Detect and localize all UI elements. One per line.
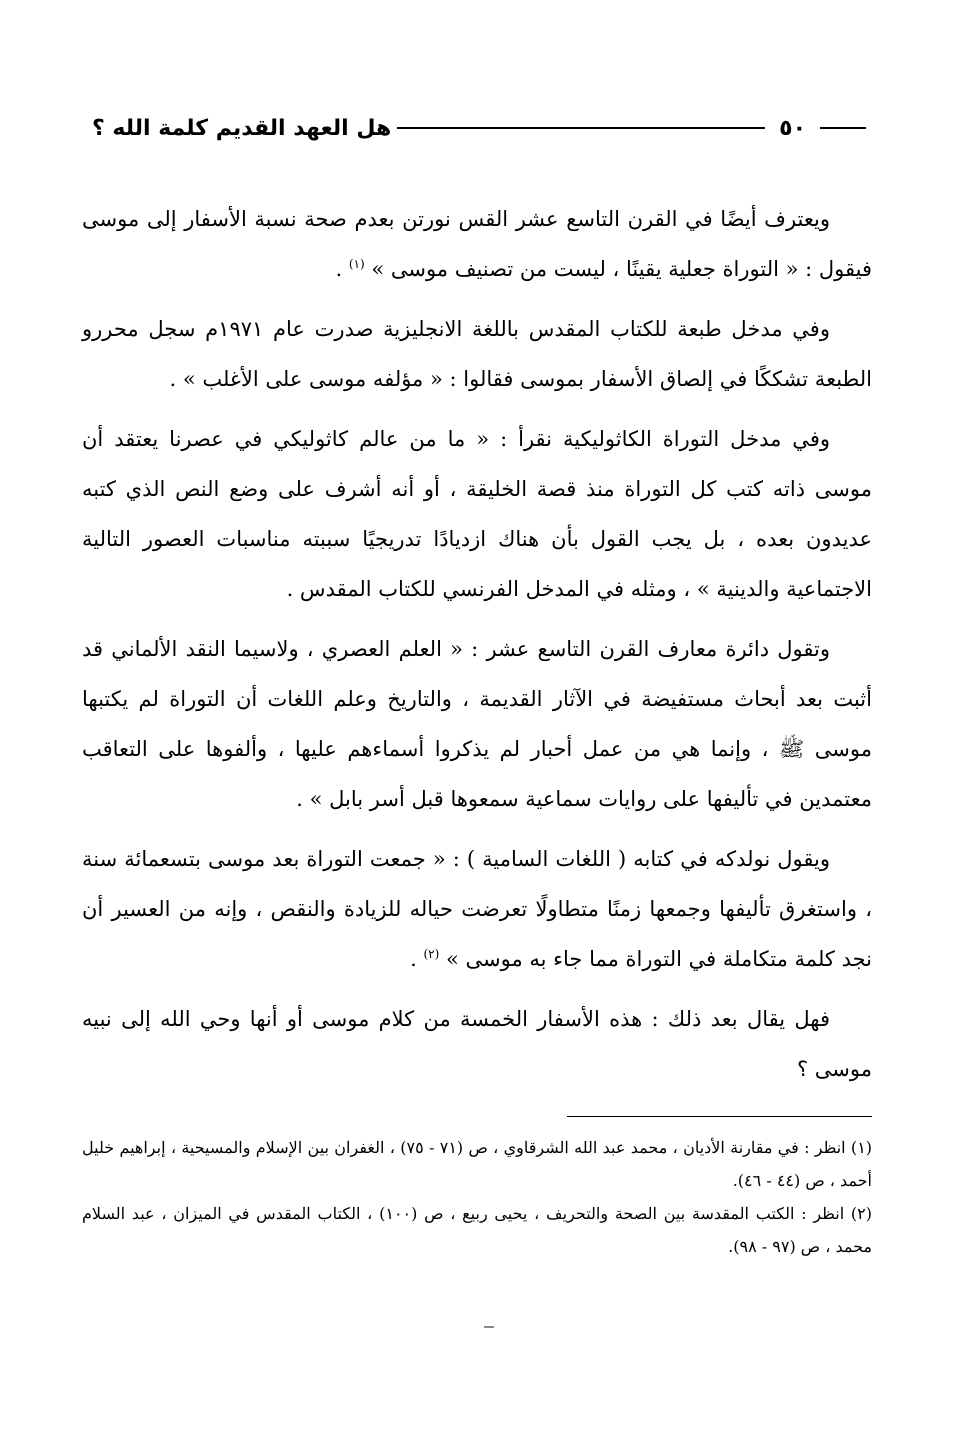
paragraph <box>82 304 872 404</box>
footnote-1: (١) انظر : في مقارنة الأديان ، محمد عبد الله الشرقاوي ، ص (٧١ - ٧٥) ، الغفران بين الإسلام والمسيحية ، إبراهيم خليل أحمد ، ص (٤٤ - ٤٦). <box>82 1138 873 1190</box>
book-page <box>82 108 872 1263</box>
paragraph-text: وفي مدخل التوراة الكاثوليكية نقرأ : « ما من عالم كاثوليكي في عصرنا يعتقد أن موسى ذاته كتب كل التوراة منذ قصة الخليقة ، أو أنه أشرف على وضع النص الذي كتبه عديدون بعده ، بل يجب القول بأن هناك ازديادًا تدريجيًا سببته مناسبات العصور التالية الاجتماعية والدينية » ، ومثله في المدخل الفرنسي للكتاب المقدس . <box>82 427 872 601</box>
footnotes <box>82 1131 872 1263</box>
footnote-marker[interactable]: (٢) <box>423 947 440 961</box>
page-number: ٥٠ <box>779 115 806 141</box>
paragraph-text: فهل يقال بعد ذلك : هذه الأسفار الخمسة من كلام موسى أو أنها وحي الله إلى نبيه موسى ؟ <box>82 1007 872 1081</box>
paragraph-text: وتقول دائرة معارف القرن التاسع عشر : « العلم العصري ، ولاسيما النقد الألماني قد أثبت بعد أبحاث مستفيضة في الآثار القديمة ، والتاريخ وعلم اللغات أن التوراة لم يكتبها موسى ﷺ ، وإنما هي من عمل أحبار لم يذكروا أسماءهم عليها ، وألفوها على التعاقب معتمدين في تأليفها على روايات سماعية سمعوها قبل أسر بابل » . <box>82 637 872 811</box>
footnote-2: (٢) انظر : الكتب المقدسة بين الصحة والتحريف ، يحيى ربيع ، ص (١٠٠) ، الكتاب المقدس في الميزان ، عبد السلام محمد ، ص (٩٧ - ٩٨). <box>82 1204 873 1256</box>
body-text <box>82 194 872 1094</box>
paragraph <box>82 194 872 294</box>
paragraph-tail: . <box>410 947 424 971</box>
paragraph-text: ويقول نولدكه في كتابه ( اللغات السامية ) : « جمعت التوراة بعد موسى بتسعمائة سنة ، واستغرق تأليفها وجمعها زمنًا متطاولًا تعرضت حياله للزيادة والنقص ، وإنه من العسير أن نجد كلمة متكاملة في التوراة مما جاء به موسى » <box>82 847 872 971</box>
paragraph <box>82 834 872 984</box>
paragraph-text: ويعترف أيضًا في القرن التاسع عشر القس نورتن بعدم صحة نسبة الأسفار إلى موسى فيقول : « التوراة جعلية يقينًا ، ليست من تصنيف موسى » <box>82 207 872 281</box>
footnote-marker[interactable]: (١) <box>348 257 365 271</box>
header-rule-left <box>397 127 765 129</box>
paragraph-text: وفي مدخل طبعة للكتاب المقدس باللغة الانجليزية صدرت عام ١٩٧١م سجل محررو الطبعة تشككًا في إلصاق الأسفار بموسى فقالوا : « مؤلفه موسى على الأغلب » . <box>82 317 872 391</box>
paragraph <box>82 414 872 614</box>
footnote-separator <box>567 1116 872 1117</box>
paragraph <box>82 624 872 824</box>
paragraph <box>82 994 872 1094</box>
running-title: هل العهد القديم كلمة الله ؟ <box>92 115 392 141</box>
paragraph-tail: . <box>335 257 349 281</box>
scan-mark <box>484 1326 494 1328</box>
running-header <box>82 108 872 148</box>
header-rule-right <box>820 127 866 129</box>
